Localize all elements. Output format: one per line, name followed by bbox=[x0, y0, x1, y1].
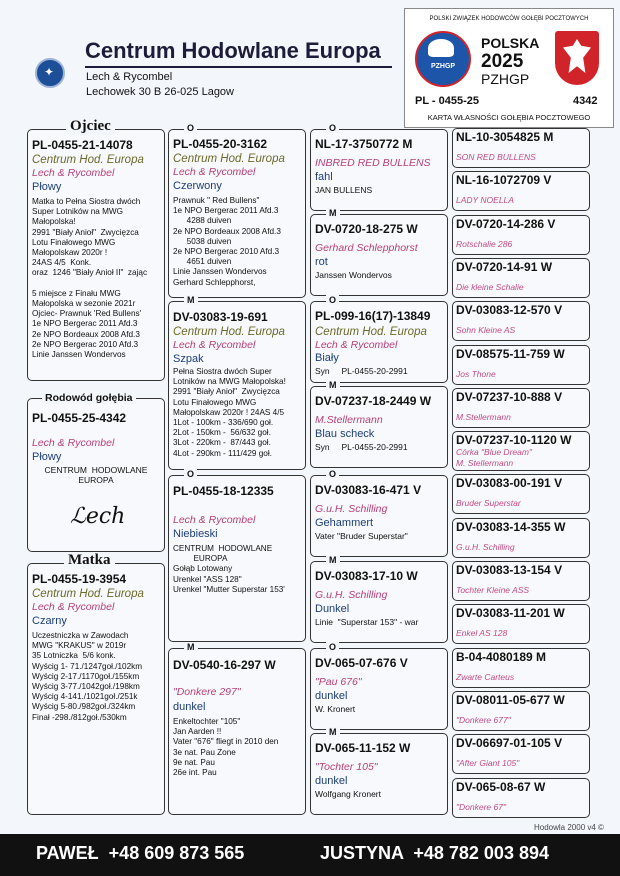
gen2-sex: M bbox=[184, 295, 198, 305]
gen3-sex: M bbox=[326, 380, 340, 390]
gen4-box-14 bbox=[452, 691, 590, 731]
gen3-notes: Syn PL-0455-20-2991 bbox=[315, 366, 408, 376]
gen4-box-10 bbox=[452, 518, 590, 558]
gen4-ring: DV-07237-10-888 V bbox=[456, 389, 563, 404]
badge-caption: KARTA WŁASNOŚCI GOŁĘBIA POCZTOWEGO bbox=[427, 113, 591, 122]
gen4-name: Rotschalie 286 bbox=[456, 238, 513, 249]
signature: ℒech bbox=[70, 504, 126, 529]
pzhgp-logo bbox=[415, 31, 471, 87]
sire-owner: Lech & Rycombel bbox=[32, 167, 115, 179]
gen4-box-7 bbox=[452, 388, 590, 428]
gen3-ring: PL-099-16(17)-13849 bbox=[315, 309, 431, 323]
gen2-notes: Prawnuk " Red Bullens" 1e NPO Bergerac 2011 Afd.3 4288 duiven 2e NPO Bordeaux 2008 Afd.3 5038 duiven 2e NPO Bergerac 2010 Afd.3 4651 duiven Linie Janssen Wondervos Gerhard Schlepphorst, bbox=[173, 196, 281, 287]
dam-owner: Lech & Rycombel bbox=[32, 601, 115, 613]
gen4-box-4 bbox=[452, 258, 590, 298]
gen4-name: Bruder Superstar bbox=[456, 498, 521, 509]
gen4-ring: DV-03083-00-191 V bbox=[456, 476, 563, 491]
gen3-name: "Tochter 105" bbox=[315, 761, 378, 773]
gen4-box-13 bbox=[452, 648, 590, 688]
gen2-box-1 bbox=[168, 129, 306, 298]
gen3-color: dunkel bbox=[315, 775, 348, 787]
gen4-box-1 bbox=[452, 128, 590, 168]
gen4-name: Tochter Kleine ASS bbox=[456, 585, 530, 595]
badge-year: 2025 bbox=[481, 51, 524, 72]
gen3-box-6 bbox=[310, 561, 448, 643]
gen4-name: G.u.H. Schilling bbox=[456, 541, 515, 552]
eagle-icon bbox=[563, 39, 591, 73]
gen4-box-16 bbox=[452, 778, 590, 818]
bird-heading: Rodowód gołębia bbox=[42, 392, 136, 404]
gen4-name: M.Stellermann bbox=[456, 411, 511, 422]
gen3-sex: O bbox=[326, 469, 339, 479]
gen3-color: Biały bbox=[315, 352, 339, 364]
gen3-color: fahl bbox=[315, 171, 333, 183]
gen2-breeder: Centrum Hod. Europa bbox=[173, 326, 285, 338]
owner-address: Lechowek 30 B 26-025 Lagow bbox=[86, 86, 234, 98]
gen2-sex: O bbox=[184, 123, 197, 133]
gen2-notes: CENTRUM HODOWLANE EUROPA Gołąb Lotowany Urenkel "ASS 128" Urenkel "Mutter Superstar 153' bbox=[173, 544, 285, 594]
gen3-sex: O bbox=[326, 295, 339, 305]
badge-abbr: PZHGP bbox=[481, 71, 530, 87]
gen3-name: G.u.H. Schilling bbox=[315, 503, 388, 515]
gen4-name: Enkel AS 128 bbox=[456, 628, 508, 639]
gen3-notes: Linie "Superstar 153" - war bbox=[315, 617, 419, 627]
gen3-ring: DV-0720-18-275 W bbox=[315, 222, 418, 236]
gen4-ring: B-04-4080189 M bbox=[456, 649, 547, 664]
gen3-notes: Janssen Wondervos bbox=[315, 270, 392, 280]
gen2-name: "Donkere 297" bbox=[173, 686, 241, 698]
gen4-ring: DV-03083-14-355 W bbox=[456, 519, 566, 534]
gen4-name: LADY NOELLA bbox=[456, 195, 514, 206]
gen3-ring: DV-065-11-152 W bbox=[315, 741, 411, 755]
sire-heading: Ojciec bbox=[66, 118, 115, 135]
gen4-name: "Donkere 67" bbox=[456, 801, 506, 812]
gen4-box-9 bbox=[452, 474, 590, 514]
gen4-ring: NL-10-3054825 M bbox=[456, 130, 554, 144]
gen2-owner: Lech & Rycombel bbox=[173, 339, 256, 351]
bird-color: Płowy bbox=[32, 451, 62, 463]
dam-box bbox=[27, 563, 165, 815]
gen4-name: Die kleine Schalie bbox=[456, 281, 524, 292]
gen4-ring: DV-0720-14-91 W bbox=[456, 259, 553, 274]
gen3-ring: DV-03083-17-10 W bbox=[315, 569, 418, 583]
gen3-sex: O bbox=[326, 642, 339, 652]
gen3-color: Gehammert bbox=[315, 517, 374, 529]
badge-ring: PL - 0455-25 bbox=[415, 95, 480, 107]
gen4-ring: DV-03083-11-201 W bbox=[456, 606, 565, 621]
owner-name: Lech & Rycombel bbox=[86, 71, 173, 83]
gen4-box-5 bbox=[452, 301, 590, 341]
gen4-ring: DV-07237-10-1120 W bbox=[456, 433, 572, 448]
gen3-notes: Wolfgang Kronert bbox=[315, 789, 381, 799]
polish-eagle-emblem bbox=[555, 31, 599, 85]
badge-org: POLSKI ZWIĄZEK HODOWCÓW GOŁĘBI POCZTOWYCH bbox=[429, 16, 589, 22]
gen4-box-6 bbox=[452, 345, 590, 385]
dam-notes: Uczestniczka w Zawodach MWG "KRAKUS" w 2019r 35 Lotniczka 5/6 konk. Wyścig 1- 71./1247goł./102km Wyścig 2-17./1170goł./155km Wyścig 3-77./1042goł./198km Wyścig 4-141./1021goł./251k Wyścig 5-80./982goł./324km Finał -298./812goł./530km bbox=[32, 631, 143, 722]
gen4-ring: DV-08575-11-759 W bbox=[456, 346, 565, 361]
gen3-box-4 bbox=[310, 386, 448, 468]
gen3-color: rot bbox=[315, 256, 328, 268]
gen4-box-8 bbox=[452, 431, 590, 471]
gen3-name: "Pau 676" bbox=[315, 676, 362, 688]
page-title: Centrum Hodowlane Europa bbox=[85, 38, 381, 63]
ownership-card-badge bbox=[404, 8, 614, 128]
gen3-notes: W. Kronert bbox=[315, 704, 356, 714]
gen3-box-7 bbox=[310, 648, 448, 730]
gen2-ring: DV-03083-19-691 bbox=[173, 310, 268, 324]
gen2-color: Czerwony bbox=[173, 180, 222, 192]
dam-heading: Matka bbox=[64, 552, 115, 569]
gen4-box-3 bbox=[452, 215, 590, 255]
sire-breeder: Centrum Hod. Europa bbox=[32, 154, 144, 166]
gen3-name: G.u.H. Schilling bbox=[315, 589, 388, 601]
gen4-ring: DV-06697-01-105 V bbox=[456, 736, 563, 751]
gen3-ring: DV-065-07-676 V bbox=[315, 656, 408, 670]
sire-color: Płowy bbox=[32, 181, 62, 193]
bird-ring: PL-0455-25-4342 bbox=[32, 411, 127, 425]
badge-country: POLSKA bbox=[481, 35, 540, 51]
gen4-box-11 bbox=[452, 561, 590, 601]
badge-number: 4342 bbox=[573, 95, 598, 107]
contact-pawel: PAWEŁ +48 609 873 565 bbox=[36, 843, 245, 863]
gen2-box-2 bbox=[168, 301, 306, 470]
gen4-ring: DV-0720-14-286 V bbox=[456, 216, 556, 231]
software-credit: Hodowla 2000 v4 © bbox=[534, 823, 604, 832]
gen4-ring: DV-03083-12-570 V bbox=[456, 303, 563, 318]
gen3-sex: M bbox=[326, 208, 340, 218]
bird-icon bbox=[428, 39, 454, 57]
sire-ring: PL-0455-21-14078 bbox=[32, 138, 133, 152]
gen3-notes: Syn PL-0455-20-2991 bbox=[315, 442, 408, 452]
gen4-ring: DV-065-08-67 W bbox=[456, 779, 546, 794]
gen3-sex: M bbox=[326, 555, 340, 565]
gen4-name: Jos Thone bbox=[456, 368, 496, 379]
gen2-breeder: Centrum Hod. Europa bbox=[173, 153, 285, 165]
gen4-ring: DV-08011-05-677 W bbox=[456, 692, 565, 707]
gen3-box-3 bbox=[310, 301, 448, 383]
bird-box bbox=[27, 398, 165, 552]
dam-breeder: Centrum Hod. Europa bbox=[32, 588, 144, 600]
gen2-notes: Pełna Siostra dwóch Super Lotników na MWG Małopolska! 2991 "Biały Anioł" Zwycięzca Lotu Finałowego MWG Małopolskaw 2020r ! 24AS 4/5 1Lot - 100km - 336/690 goł. 2Lot - 150km - 56/632 goł. 3Lot - 220km - 87/443 goł. 4Lot - 290km - 111/429 goł. bbox=[173, 367, 286, 458]
club-logo bbox=[35, 58, 65, 88]
gen2-color: dunkel bbox=[173, 701, 206, 713]
gen2-sex: M bbox=[184, 642, 198, 652]
gen3-name: INBRED RED BULLENS bbox=[315, 157, 431, 169]
footer-bar bbox=[0, 834, 620, 876]
gen2-box-4 bbox=[168, 648, 306, 815]
gen4-name: Sohn Kleine AS bbox=[456, 325, 516, 336]
gen4-name: Zwarte Carteus bbox=[456, 671, 515, 682]
gen2-ring: PL-0455-20-3162 bbox=[173, 137, 268, 151]
gen3-color: Blau scheck bbox=[315, 428, 375, 440]
gen2-notes: Enkeltochter "105" Jan Aarden !! Vater "676" fliegt in 2010 den 3e nat. Pau Zone 9e nat. Pau 26e int. Pau bbox=[173, 717, 279, 778]
title-underline bbox=[85, 66, 392, 68]
gen3-name: M.Stellermann bbox=[315, 414, 383, 426]
gen3-sex: M bbox=[326, 727, 340, 737]
gen4-ring: NL-16-1072709 V bbox=[456, 173, 552, 188]
gen3-ring: DV-03083-16-471 V bbox=[315, 483, 422, 497]
gen3-color: Dunkel bbox=[315, 603, 350, 615]
gen4-name: Córka "Blue Dream" M. Stellermann bbox=[456, 447, 532, 469]
gen4-box-12 bbox=[452, 604, 590, 644]
gen2-owner: Lech & Rycombel bbox=[173, 514, 256, 526]
gen3-ring: DV-07237-18-2449 W bbox=[315, 394, 432, 408]
gen4-ring: DV-03083-13-154 V bbox=[456, 563, 563, 577]
gen2-color: Szpak bbox=[173, 353, 204, 365]
gen2-box-3 bbox=[168, 475, 306, 642]
gen3-owner: Lech & Rycombel bbox=[315, 339, 398, 351]
bird-owner: Lech & Rycombel bbox=[32, 437, 115, 449]
gen3-box-2 bbox=[310, 214, 448, 296]
logo-text: PZHGP bbox=[430, 63, 456, 70]
gen4-name: SON RED BULLENS bbox=[456, 152, 536, 162]
gen3-ring: NL-17-3750772 M bbox=[315, 137, 413, 151]
gen3-box-5 bbox=[310, 475, 448, 557]
gen4-box-2 bbox=[452, 171, 590, 211]
gen4-name: "After Giant 105" bbox=[456, 758, 520, 769]
star-icon: ✦ bbox=[44, 65, 55, 79]
gen3-color: dunkel bbox=[315, 690, 348, 702]
dam-ring: PL-0455-19-3954 bbox=[32, 572, 127, 586]
contact-justyna: JUSTYNA +48 782 003 894 bbox=[320, 843, 549, 863]
gen4-box-15 bbox=[452, 734, 590, 774]
gen2-ring: PL-0455-18-12335 bbox=[173, 484, 274, 498]
gen4-name: "Donkere 677" bbox=[456, 714, 511, 725]
gen3-notes: Vater "Bruder Superstar" bbox=[315, 531, 408, 541]
gen3-box-1 bbox=[310, 129, 448, 211]
gen2-owner: Lech & Rycombel bbox=[173, 166, 256, 178]
gen3-notes: JAN BULLENS bbox=[315, 185, 373, 195]
sire-notes: Matka to Pełna Siostra dwóch Super Lotników na MWG Małopolska! 2991 "Biały Anioł" Zwycięzca Lotu Finałowego MWG Małopolskaw 2020r ! 24AS 4/5 Konk. oraz 1246 "Biały Anioł II" zając 5 miejsce z Finału MWG Małopolska w sezonie 2021r Ojciec- Prawnuk 'Red Bullens' 1e NPO Bergerac 2011 Afd.3 2e NPO Bordeaux 2008 Afd.3 2e NPO Bergerac 2010 Afd.3 Linie Janssen Wondervos bbox=[32, 197, 148, 360]
bird-breeder: CENTRUM HODOWLANE EUROPA bbox=[44, 465, 148, 486]
gen3-breeder: Centrum Hod. Europa bbox=[315, 326, 427, 338]
gen3-box-8 bbox=[310, 733, 448, 815]
gen3-sex: O bbox=[326, 123, 339, 133]
gen3-name: Gerhard Schlepphorst bbox=[315, 242, 418, 254]
sire-box bbox=[27, 129, 165, 381]
gen2-color: Niebieski bbox=[173, 528, 218, 540]
gen2-ring: DV-0540-16-297 W bbox=[173, 658, 276, 672]
dam-color: Czarny bbox=[32, 615, 67, 627]
gen2-sex: O bbox=[184, 469, 197, 479]
